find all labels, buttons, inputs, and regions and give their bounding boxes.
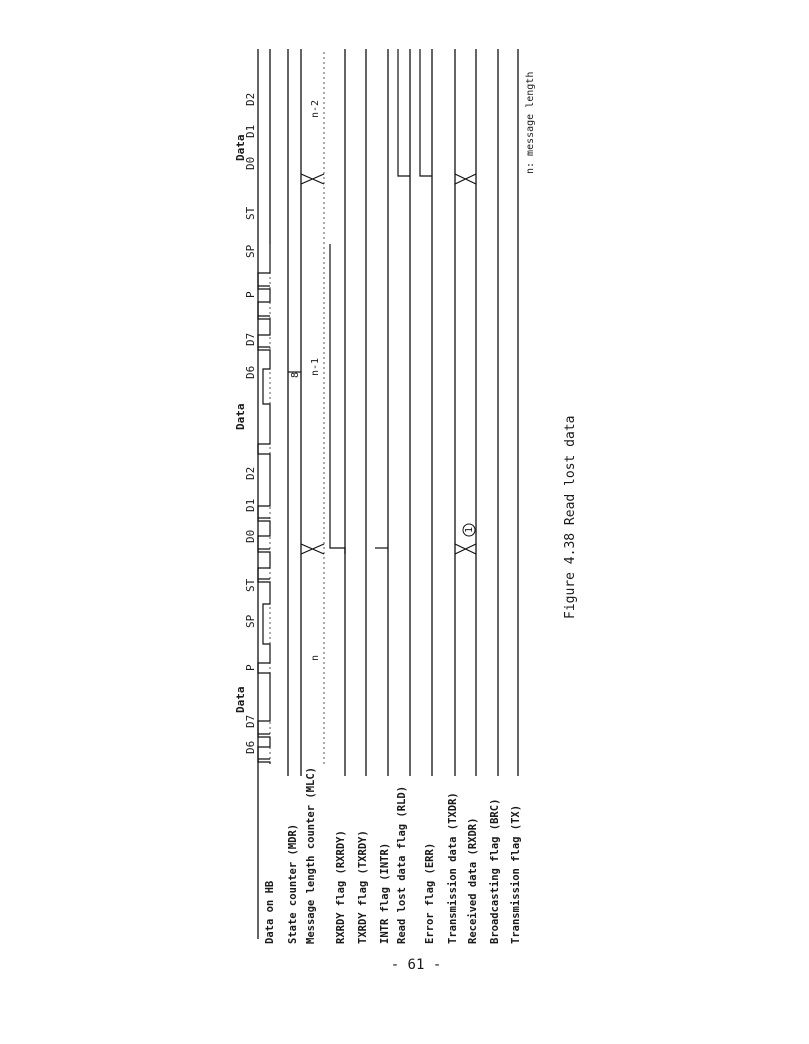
bit-label: D6 (244, 740, 257, 754)
signal-label-rxrdy: RXRDY flag (RXRDY) (335, 830, 347, 944)
signal-label-mlc: Message length counter (MLC) (305, 766, 317, 944)
signal-label-rld: Read lost data flag (RLD) (396, 785, 408, 944)
bit-label: P (244, 291, 257, 298)
signal-label-err: Error flag (ERR) (424, 842, 436, 944)
signal-label-data-hb: Data on HB (264, 880, 276, 944)
grid-lines (270, 49, 518, 764)
bit-label: P (244, 664, 257, 671)
rotated-diagram (234, 49, 578, 944)
bit-label: ST (244, 206, 257, 220)
data-group-label: Data (234, 403, 247, 430)
bit-label: SP (244, 244, 257, 258)
bit-label: ST (244, 578, 257, 592)
bit-label: SP (244, 614, 257, 628)
circled-marker-number: 1 (464, 526, 475, 534)
rxdr-crossovers (455, 174, 476, 554)
signal-label-brc: Broadcasting flag (BRC) (489, 798, 501, 944)
data-group-label: Data (234, 134, 247, 161)
signal-label-mdr: State counter (MDR) (287, 823, 299, 944)
signal-label-tx: Transmission flag (TX) (510, 804, 522, 944)
mlc-value-n: n (310, 654, 321, 661)
signal-label-rxdr: Received data (RXDR) (467, 817, 479, 944)
bit-label: D1 (244, 124, 257, 138)
data-group-label: Data (234, 686, 247, 713)
bit-label: D7 (244, 332, 257, 346)
bit-label: D6 (244, 365, 257, 379)
signal-label-intr: INTR flag (INTR) (379, 842, 391, 944)
figure-caption: Figure 4.38 Read lost data (563, 415, 578, 619)
circled-marker (463, 524, 475, 536)
message-length-note: n: message length (525, 71, 536, 174)
signal-label-txdr: Transmission data (TXDR) (447, 792, 459, 944)
bit-label: D0 (244, 156, 257, 170)
rxrdy-waveform (330, 244, 345, 554)
mdr-value-label: 8 (290, 371, 301, 378)
signal-label-txrdy: TXRDY flag (TXRDY) (357, 830, 369, 944)
signal-baselines (288, 49, 518, 776)
bit-label: D2 (244, 466, 257, 480)
bit-label: D1 (244, 498, 257, 512)
mlc-value-n-minus-1: n-1 (310, 357, 321, 376)
err-waveform (420, 49, 432, 176)
data-hb-waveform (258, 49, 270, 764)
page-number: - 61 - (390, 957, 442, 973)
bit-label: D7 (244, 714, 257, 728)
bit-label: D2 (244, 92, 257, 106)
mlc-value-n-minus-2: n-2 (310, 99, 321, 118)
rld-waveform (398, 49, 410, 176)
bit-label: D0 (244, 529, 257, 543)
